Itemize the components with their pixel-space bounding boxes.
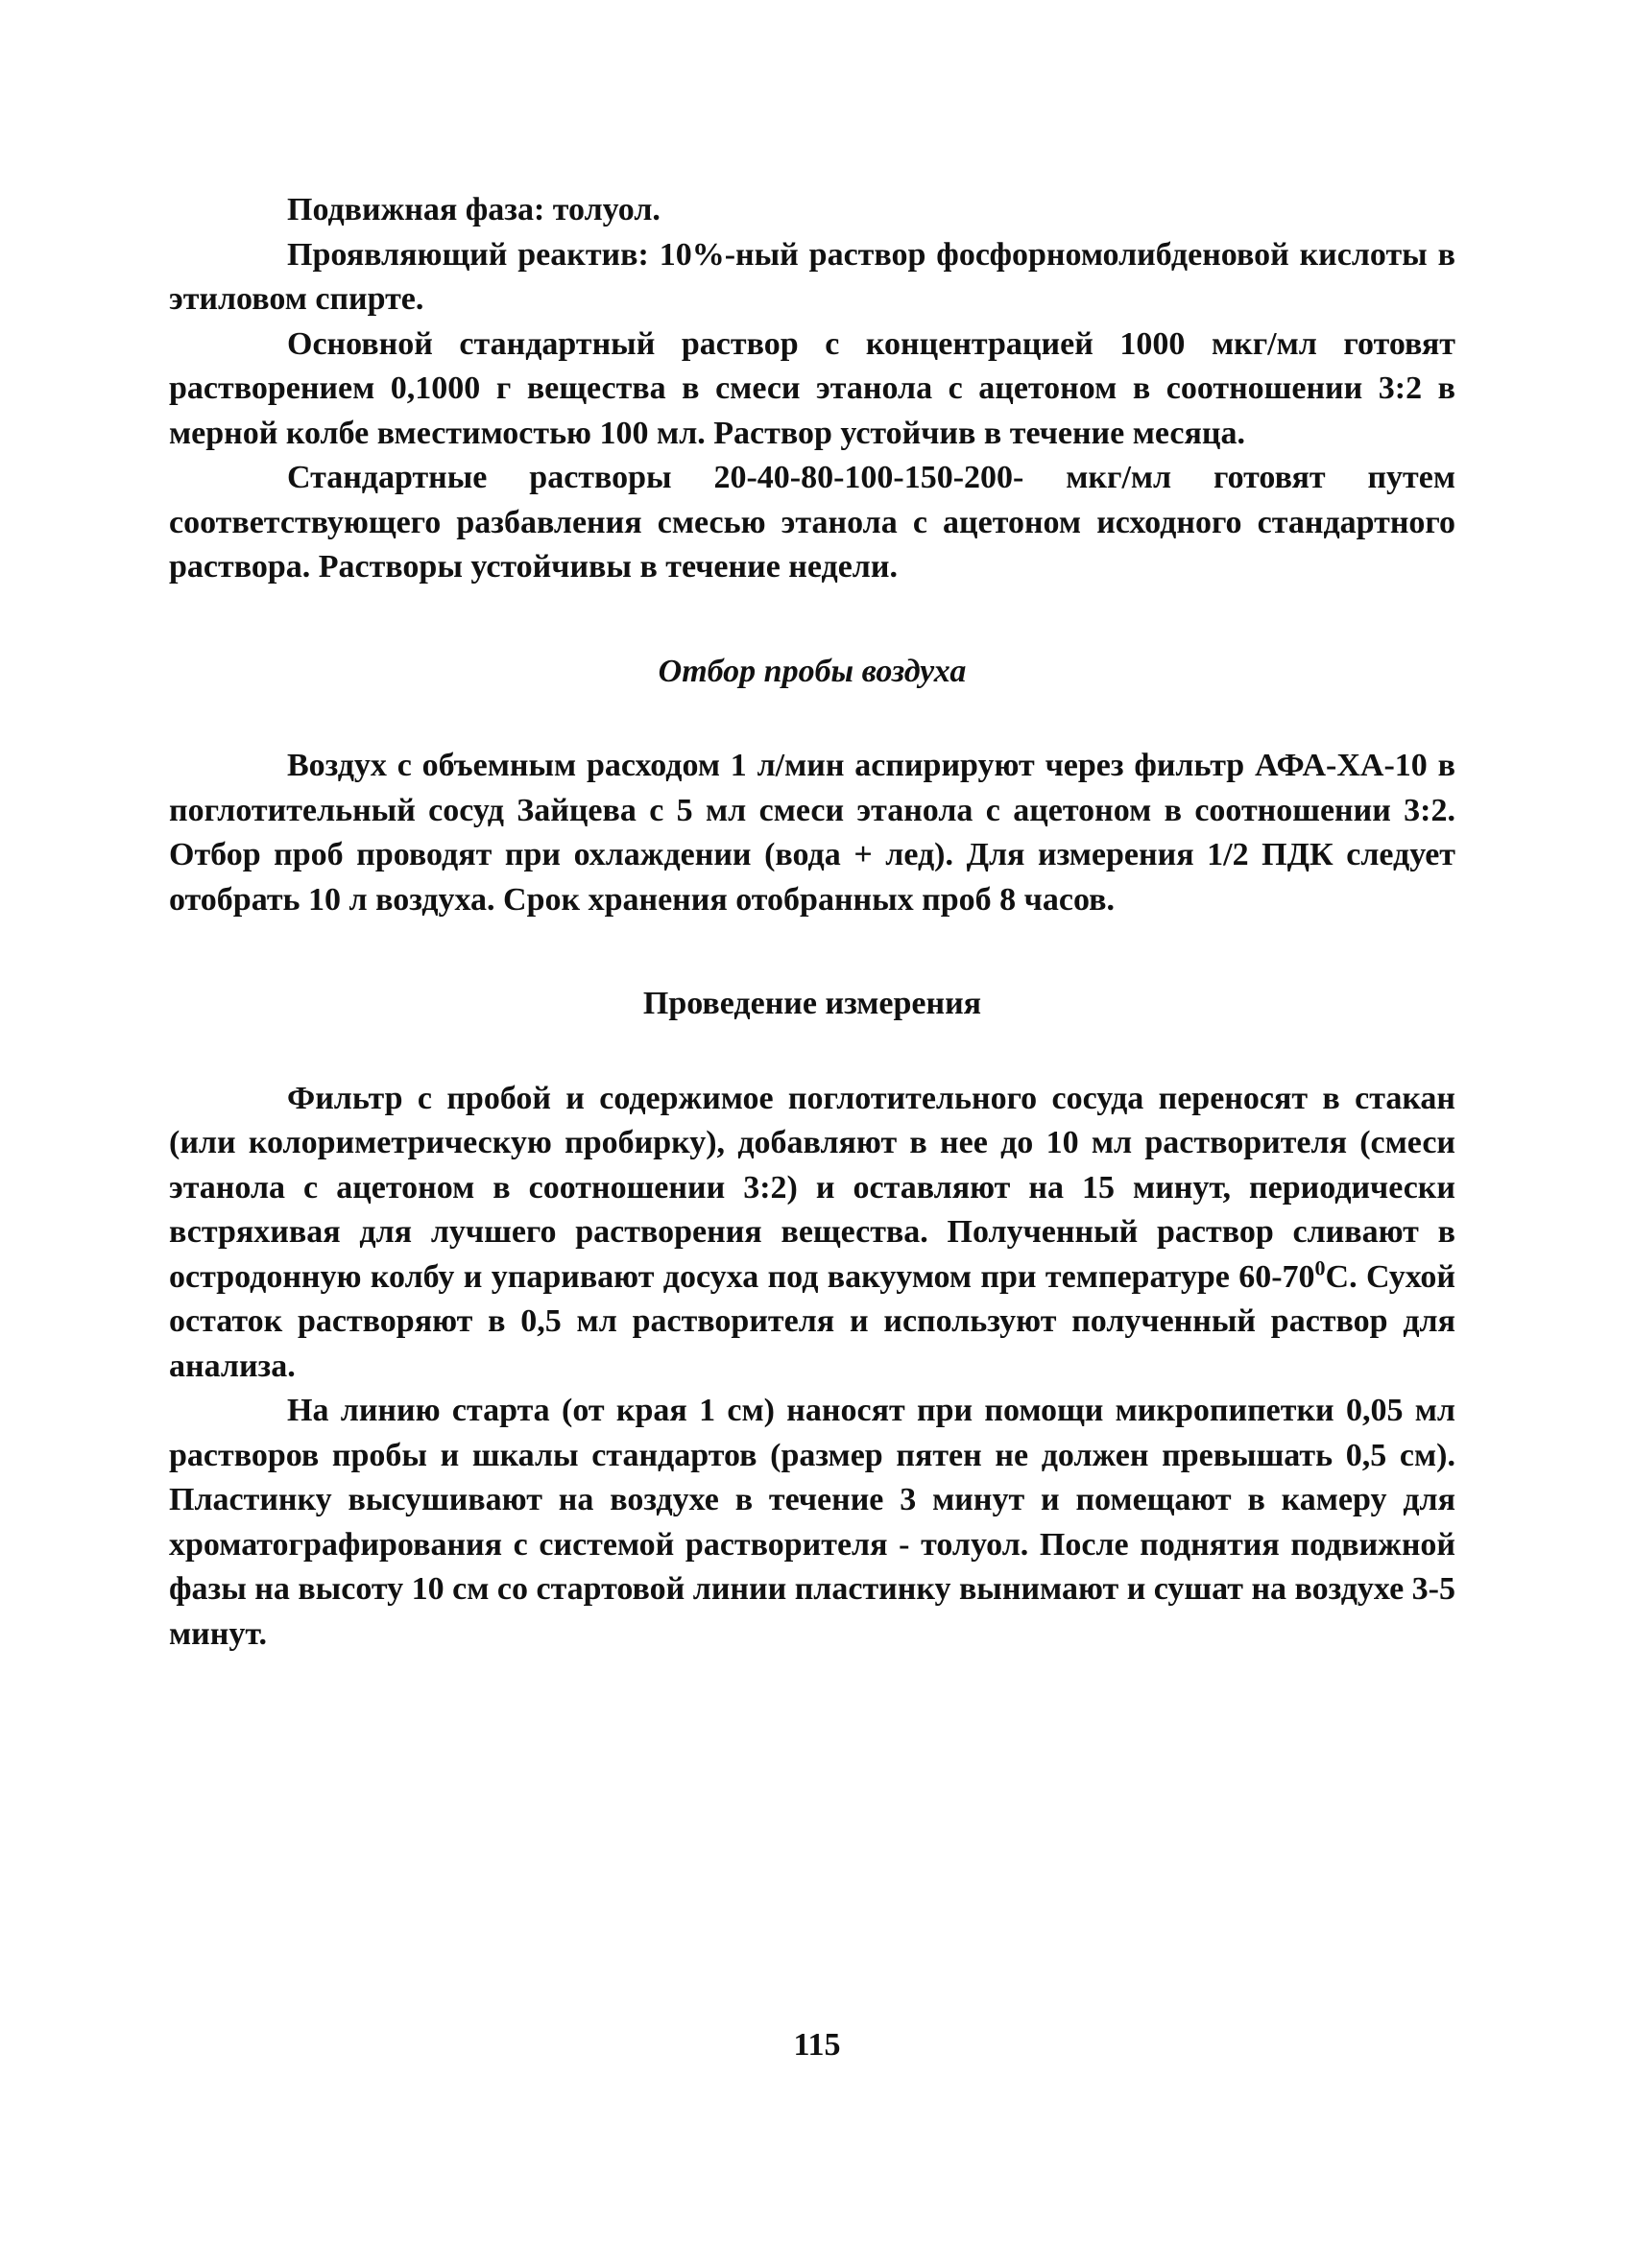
paragraph-measurement-1-tail: С. Сухой остаток растворяют в 0,5 мл растворителя и используют полученный раствор для анализа. — [169, 1258, 1455, 1384]
paragraph-stock-solution: Основной стандартный раствор с концентрацией 1000 мкг/мл готовят растворением 0,1000 г вещества в смеси этанола с ацетоном в соотношении 3:2 в мерной колбе вместимостью 100 мл. Раствор устойчив в течение месяца. — [169, 325, 1455, 451]
paragraph-measurement-2: На линию старта (от края 1 см) наносят при помощи микропипетки 0,05 мл растворов пробы и шкалы стандартов (размер пятен не должен превышать 0,5 см). Пластинку высушивают на воздухе в течение 3 минут и помещают в камеру для хроматографирования с системой растворителя - толуол. После поднятия подвижной фазы на высоту 10 см со стартовой линии пластинку вынимают и сушат на воздухе 3-5 минут. — [169, 1393, 1455, 1652]
paragraph-air-sampling: Воздух с объемным расходом 1 л/мин аспирируют через фильтр АФА-ХА-10 в поглотительный сосуд Зайцева с 5 мл смеси этанола с ацетоном в соотношении 3:2. Отбор проб проводят при охлаждении (вода + лед). Для измерения 1/2 ПДК следует отобрать 10 л воздуха. Срок хранения отобранных проб 8 часов. — [169, 748, 1455, 918]
page-number: 115 — [793, 2027, 841, 2063]
paragraph-measurement-1-text: Фильтр с пробой и содержимое поглотительного сосуда переносят в стакан (или колориметрическую пробирку), добавляют в нее до 10 мл растворителя (смеси этанола с ацетоном в соотношении 3:2) и оставляют на 15 минут, периодически встряхивая для лучшего растворения вещества. Полученный раствор сливают в остродонную колбу и упаривают досуха под вакуумом при температуре 60-70 — [169, 1080, 1455, 1295]
degree-superscript: 0 — [1314, 1255, 1326, 1280]
section-title-air-sampling: Отбор пробы воздуха — [658, 653, 967, 689]
document-body — [169, 188, 1455, 1657]
paragraph-standard-solutions: Стандартные растворы 20-40-80-100-150-200- мкг/мл готовят путем соответствующего разбавления смесью этанола с ацетоном исходного стандартного раствора. Растворы устойчивы в течение недели. — [169, 460, 1455, 585]
paragraph-measurement-1 — [169, 1077, 1455, 1390]
paragraph-developing-reagent: Проявляющий реактив: 10%-ный раствор фосфорномолибденовой кислоты в этиловом спирте. — [169, 236, 1455, 317]
section-title-measurement: Проведение измерения — [642, 986, 982, 1021]
paragraph-mobile-phase: Подвижная фаза: толуол. — [287, 192, 661, 227]
